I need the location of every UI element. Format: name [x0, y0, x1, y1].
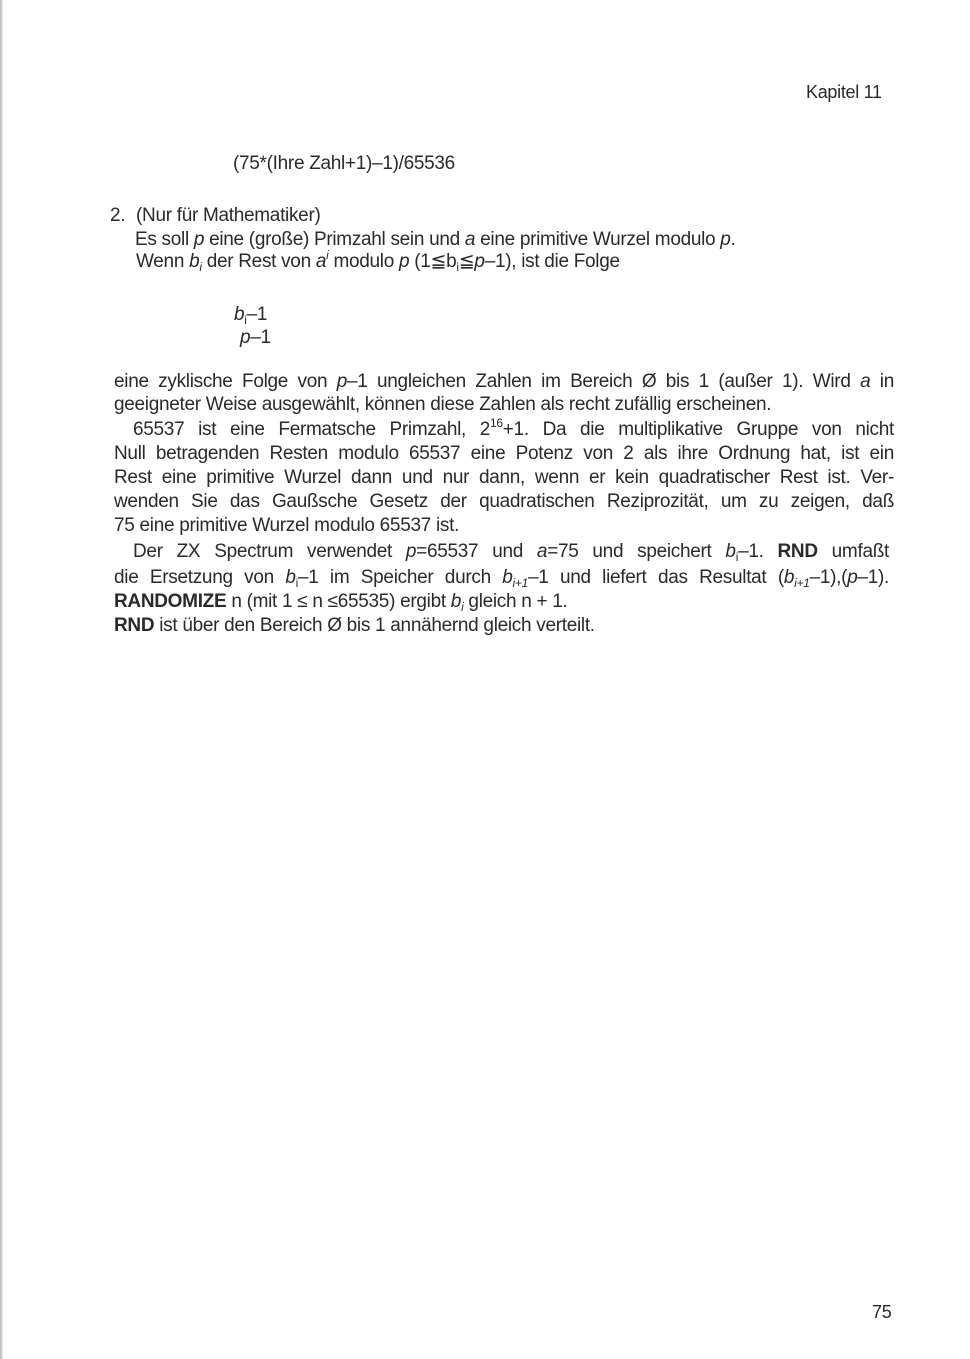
item-number: 2. — [110, 205, 126, 226]
fraction-denominator: p–1 — [240, 327, 271, 348]
page-scan-edge — [0, 0, 3, 1359]
formula: (75*(Ihre Zahl+1)–1)/65536 — [233, 153, 455, 174]
paragraph-2-line-5: 75 eine primitive Wurzel modulo 65537 ist. — [114, 515, 460, 536]
chapter-header: Kapitel 11 — [806, 82, 882, 102]
randomize-keyword: RANDOMIZE — [114, 591, 227, 612]
item-title: (Nur für Mathematiker) — [136, 205, 321, 226]
item-line-1: Es soll p eine (große) Primzahl sein und a eine primitive Wurzel modulo p. — [135, 229, 736, 250]
fraction-numerator: $b_i-1$ — [234, 304, 268, 327]
paragraph-3-line-2: die Ersetzung von $b_i-1$ im Speicher durch $b_{i+1}-1$ und liefert das Resultat $(b_{i+1}-1),(p-1)$. — [114, 567, 890, 590]
paragraph-2-line-3: Rest eine primitive Wurzel dann und nur dann, wenn er kein quadratischer Rest ist. Ver- — [114, 467, 894, 488]
rnd-keyword: RND — [114, 615, 155, 636]
randomize-line: RANDOMIZE n (mit 1 ≤ n ≤65535) ergibt $b_i$ gleich n + 1. — [114, 591, 568, 614]
paragraph-1-line-2: geeigneter Weise ausgewählt, können diese Zahlen als recht zufällig erscheinen. — [114, 394, 772, 415]
page-number: 75 — [872, 1302, 892, 1322]
rnd-line: RND ist über den Bereich Ø bis 1 annähernd gleich verteilt. — [114, 615, 595, 636]
paragraph-1-line-1: eine zyklische Folge von p–1 ungleichen Zahlen im Bereich Ø bis 1 (außer 1). Wird a in — [114, 371, 894, 392]
paragraph-3-line-1: Der ZX Spectrum verwendet p=65537 und a=75 und speichert $b_i-1$. RND umfaßt — [133, 541, 889, 564]
item-line-2: Wenn $b_i$ der Rest von $a^i$ modulo p $(1≦b_i≦p-1)$, ist die Folge — [136, 248, 620, 274]
paragraph-2-line-1: 65537 ist eine Fermatsche Primzahl, $2^{16}+1$. Da die multiplikative Gruppe von nicht — [133, 416, 895, 440]
paragraph-2-line-2: Null betragenden Resten modulo 65537 eine Potenz von 2 als ihre Ordnung hat, ist ein — [114, 443, 894, 464]
paragraph-2-line-4: wenden Sie das Gaußsche Gesetz der quadratischen Reziprozität, um zu zeigen, daß — [114, 491, 894, 512]
